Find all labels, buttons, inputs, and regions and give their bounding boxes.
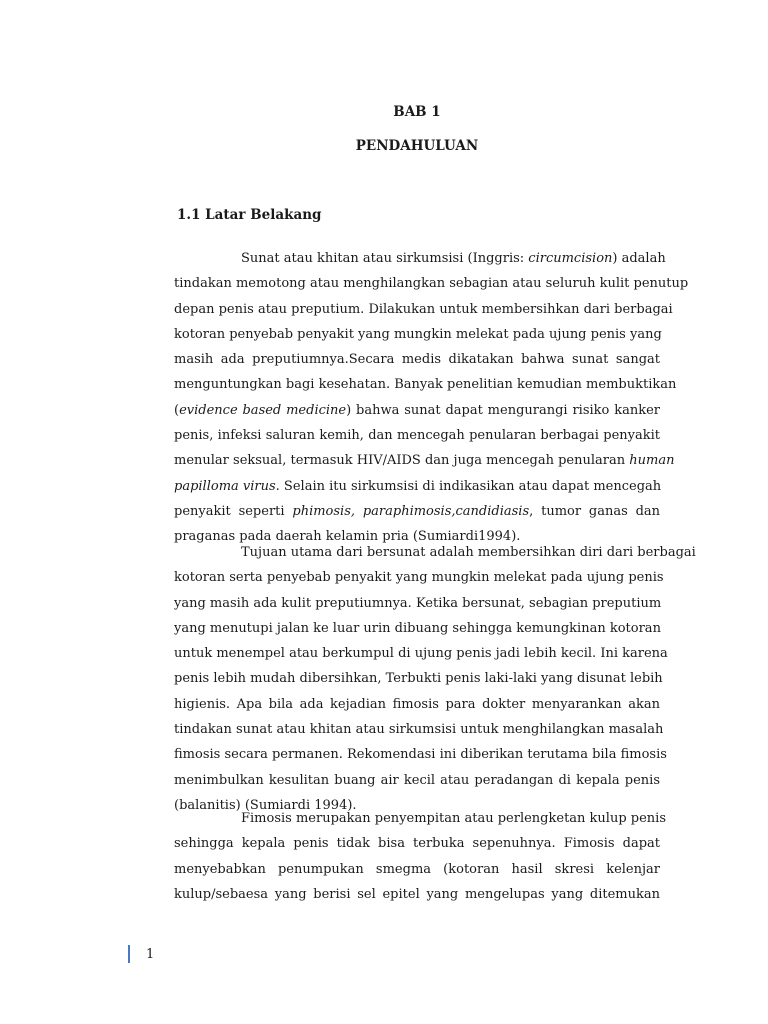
p1-line: menular seksual, termasuk HIV/AIDS dan juga mencegah penularan human xyxy=(174,453,675,469)
p2-line: menimbulkan kesulitan buang air kecil atau peradangan di kepala penis xyxy=(174,772,660,788)
p2-line: penis lebih mudah dibersihkan, Terbukti penis laki-laki yang disunat lebih xyxy=(174,671,663,687)
p1-line: menguntungkan bagi kesehatan. Banyak penelitian kemudian membuktikan xyxy=(174,377,677,393)
p1-line: Sunat atau khitan atau sirkumsisi (Inggris: circumcision) adalah xyxy=(241,251,666,266)
p3-line: kulup/sebaesa yang berisi sel epitel yang mengelupas yang ditemukan xyxy=(174,886,660,902)
p1-line: masih ada preputiumnya.Secara medis dikatakan bahwa sunat sangat xyxy=(174,352,660,368)
p2-line: higienis. Apa bila ada kejadian fimosis para dokter menyarankan akan xyxy=(174,696,660,712)
p1-line: (evidence based medicine) bahwa sunat dapat mengurangi risiko kanker xyxy=(174,402,660,418)
p1-line: papilloma virus. Selain itu sirkumsisi di indikasikan atau dapat mencegah xyxy=(174,478,662,494)
p2-line: yang menutupi jalan ke luar urin dibuang sehingga kemungkinan kotoran xyxy=(174,620,661,636)
p2-line: untuk menempel atau berkumpul di ujung penis jadi lebih kecil. Ini karena xyxy=(174,646,668,662)
p2-line: (balanitis) (Sumiardi 1994). xyxy=(174,797,357,813)
paragraph-2 xyxy=(174,540,696,818)
paragraph-1 xyxy=(174,246,689,550)
chapter-title: PENDAHULUAN xyxy=(355,138,479,154)
paragraph-3 xyxy=(174,806,666,907)
p2-line: yang masih ada kulit preputiumnya. Ketika bersunat, sebagian preputium xyxy=(174,595,662,611)
p2-line: Tujuan utama dari bersunat adalah membersihkan diri dari berbagai xyxy=(241,545,696,560)
p1-line: depan penis atau preputium. Dilakukan untuk membersihkan dari berbagai xyxy=(174,301,673,317)
page-footer xyxy=(128,944,154,964)
p3-line: Fimosis merupakan penyempitan atau perlengketan kulup penis xyxy=(241,811,666,826)
p2-line: kotoran serta penyebab penyakit yang mungkin melekat pada ujung penis xyxy=(174,570,664,586)
p1-line: kotoran penyebab penyakit yang mungkin melekat pada ujung penis yang xyxy=(174,326,662,342)
page-number-bar xyxy=(128,945,130,963)
chapter-number: BAB 1 xyxy=(393,104,441,120)
p2-line: tindakan sunat atau khitan atau sirkumsisi untuk menghilangkan masalah xyxy=(174,722,664,738)
p1-line: penis, infeksi saluran kemih, dan mencegah penularan berbagai penyakit xyxy=(174,428,660,444)
p1-line: penyakit seperti phimosis, paraphimosis,candidiasis, tumor ganas dan xyxy=(174,503,661,519)
p3-line: menyebabkan penumpukan smegma (kotoran hasil skresi kelenjar xyxy=(174,861,660,877)
p1-line: tindakan memotong atau menghilangkan sebagian atau seluruh kulit penutup xyxy=(174,276,689,292)
p3-line: sehingga kepala penis tidak bisa terbuka sepenuhnya. Fimosis dapat xyxy=(174,836,660,852)
p2-line: fimosis secara permanen. Rekomendasi ini diberikan terutama bila fimosis xyxy=(174,747,667,763)
p1-line: praganas pada daerah kelamin pria (Sumiardi1994). xyxy=(174,529,521,545)
section-heading: 1.1 Latar Belakang xyxy=(177,207,322,223)
page-number: 1 xyxy=(146,946,155,962)
